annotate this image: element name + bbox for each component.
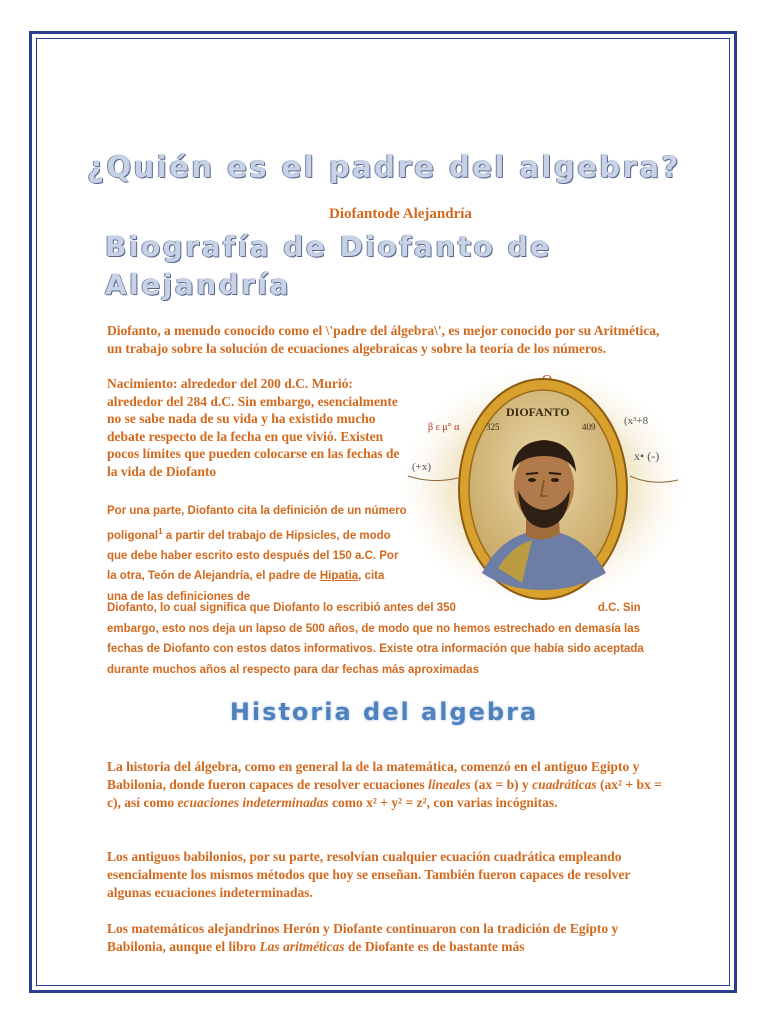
formula-right-top: (x³+8 <box>624 415 649 427</box>
dates-text-3: , cita una de las definiciones de <box>107 570 385 603</box>
portrait-name-label: DIOFANTO <box>506 405 570 419</box>
formula-left: (+x) <box>412 461 432 473</box>
history-paragraph-2: Los antiguos babilonios, por su parte, resolvían cualquier ecuación cuadrática empleando esencialmente los mismos métodos que hoy se enseñan. También fueron capaces de resolver algunas ecuaciones indeterminadas. <box>107 849 631 900</box>
intro-paragraph: Diofanto, a menudo conocido como el \'padre del álgebra\', es mejor conocido por su Aritmética, un trabajo sobre la solución de ecuaciones algebraicas y sobre la teoría de los números. <box>107 323 660 356</box>
birth-paragraph: Nacimiento: alrededor del 200 d.C. Murió: alrededor del 284 d.C. Sin embargo, esencialmente no se sabe nada de su vida y ha existido mucho debate respecto de la fecha en que vivió. Existen pocos límites que pueden colocarse en las fechas de la vida de Diofanto <box>107 376 400 479</box>
biography-heading: Biografía de Diofanto de Alejandría <box>105 230 552 301</box>
author-line: Diofantode Alejandría <box>329 206 472 222</box>
dates-line-b: d.C. Sin <box>597 602 641 614</box>
history-text: (ax² + bx = c), así como <box>107 777 662 810</box>
indeterminadas-term: ecuaciones indeterminadas <box>177 795 329 810</box>
history-paragraph-3 <box>107 920 662 956</box>
dates-rest: embargo, esto nos deja un lapso de 500 años, de modo que no hemos estrechado en demasía las fechas de Diofanto con estos datos informativos. Existe otra información que había sido aceptada durante muchos años al respecto para dar fechas más aproximadas <box>107 622 644 676</box>
history-text: de Diofante es de bastante más <box>344 939 525 954</box>
history-text: La historia del álgebra, como en general la de la matemática, comenzó en el antiguo Egipto y Babilonia, donde fueron capaces de resolver ecuaciones <box>107 759 640 792</box>
dates-text-1: Por una parte, Diofanto cita la definición de un número poligonal <box>107 505 407 542</box>
dates-line-a: Diofanto, lo cual significa que Diofanto lo escribió antes del 350 <box>107 602 456 614</box>
history-text: (ax = b) y <box>470 777 533 792</box>
formula-right: x• (-) <box>634 449 660 463</box>
history-heading: Historia del algebra <box>229 698 539 726</box>
portrait-year-left: 325 <box>486 422 500 432</box>
hipatia-link[interactable]: Hipatia <box>319 570 359 583</box>
history-text: como x² + y² = z², con varias incógnitas. <box>328 795 558 810</box>
dates-text-2: a partir del trabajo de Hipsicles, de modo que debe haber escrito esto después del 150 a.C. Por la otra, Teón de Alejandría, el padre de <box>107 529 399 583</box>
formula-greek: β ε μ° α <box>428 422 460 433</box>
history-paragraph-1 <box>107 758 662 812</box>
dates-paragraph-end <box>107 598 663 680</box>
page-title: ¿Quién es el padre del algebra? <box>87 150 681 184</box>
portrait-year-right: 409 <box>582 422 596 432</box>
diofanto-portrait <box>402 368 684 606</box>
book-title: Las aritméticas <box>259 939 345 954</box>
lineales-term: lineales <box>428 777 471 792</box>
cuadraticas-term: cuadráticas <box>532 777 597 792</box>
history-text: Los matemáticos alejandrinos Herón y Diofante continuaron con la tradición de Egipto y Babilonia, aunque el libro <box>107 921 619 954</box>
dates-paragraph <box>107 501 407 607</box>
footnote-ref[interactable]: 1 <box>158 526 163 536</box>
